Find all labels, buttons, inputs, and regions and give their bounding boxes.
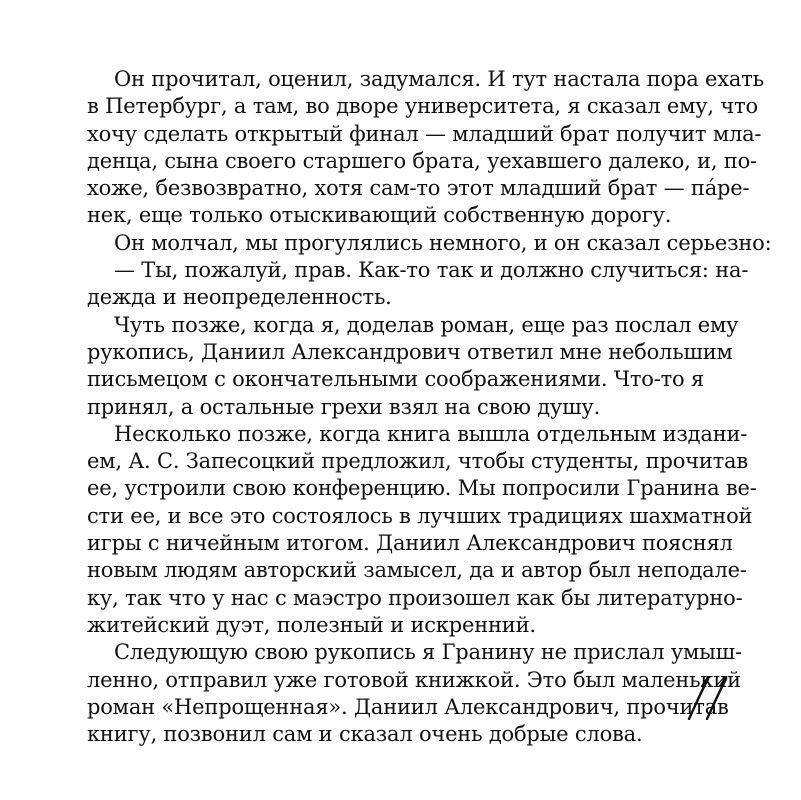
text-line: рукопись, Даниил Александрович ответил мне небольшим [87, 339, 733, 364]
text-line: — Ты, пожалуй, прав. Как-то так и должно случиться: на- [114, 258, 749, 283]
paragraph-4 [87, 312, 739, 421]
text-line: житейский дуэт, полезный и искренний. [87, 612, 536, 637]
text-line: Несколько позже, когда книга вышла отдельным издани- [114, 421, 748, 446]
text-line: Следующую свою рукопись я Гранину не прислал умыш- [114, 640, 742, 665]
text-line: нек, еще только отыскивающий собственную дорогу. [87, 203, 672, 228]
text-line: новым людям авторский замысел, да и автор был неподале- [87, 558, 747, 583]
text-line: ку, так что у нас с маэстро произошел как бы литературно- [87, 585, 743, 610]
paragraph-3 [87, 257, 749, 312]
page-number [683, 676, 731, 720]
text-line: ее, устроили свою конференцию. Мы попросили Гранина ве- [87, 476, 757, 501]
text-line: Он прочитал, оценил, задумался. И тут настала пора ехать [114, 67, 764, 91]
text-line: Чуть позже, когда я, доделав роман, еще раз послал ему [114, 312, 739, 337]
paragraph-5 [87, 421, 757, 639]
text-line: дежда и неопределенность. [87, 285, 392, 310]
text-line: денца, сына своего старшего брата, уехавшего далеко, и, по- [87, 148, 757, 173]
text-line: игры с ничейным итогом. Даниил Александрович пояснял [87, 531, 733, 556]
body-text [87, 66, 772, 748]
paragraph-2 [87, 230, 772, 257]
text-line: письмецом с окончательными соображениями. Что-то я [87, 367, 704, 392]
paragraph-6 [87, 639, 742, 748]
text-line: хоже, безвозвратно, хотя сам-то этот младший брат — пáре- [87, 176, 750, 201]
paragraph-1 [87, 66, 764, 230]
text-line: ленно, отправил уже готовой книжкой. Это был маленький [87, 667, 741, 692]
text-line: роман «Непрощенная». Даниил Александрович, прочитав [87, 694, 729, 719]
text-line: ем, А. С. Запесоцкий предложил, чтобы студенты, прочитав [87, 449, 748, 474]
text-line: книгу, позвонил сам и сказал очень добрые слова. [87, 722, 643, 747]
text-line: в Петербург, а там, во дворе университета, я сказал ему, что [87, 94, 758, 119]
text-line: хочу сделать открытый финал — младший брат получит мла- [87, 121, 762, 146]
text-line: принял, а остальные грехи взял на свою душу. [87, 394, 601, 419]
text-line: сти ее, и все это состоялось в лучших традициях шахматной [87, 503, 753, 528]
text-line: Он молчал, мы прогулялись немного, и он сказал серьезно: [114, 230, 772, 255]
